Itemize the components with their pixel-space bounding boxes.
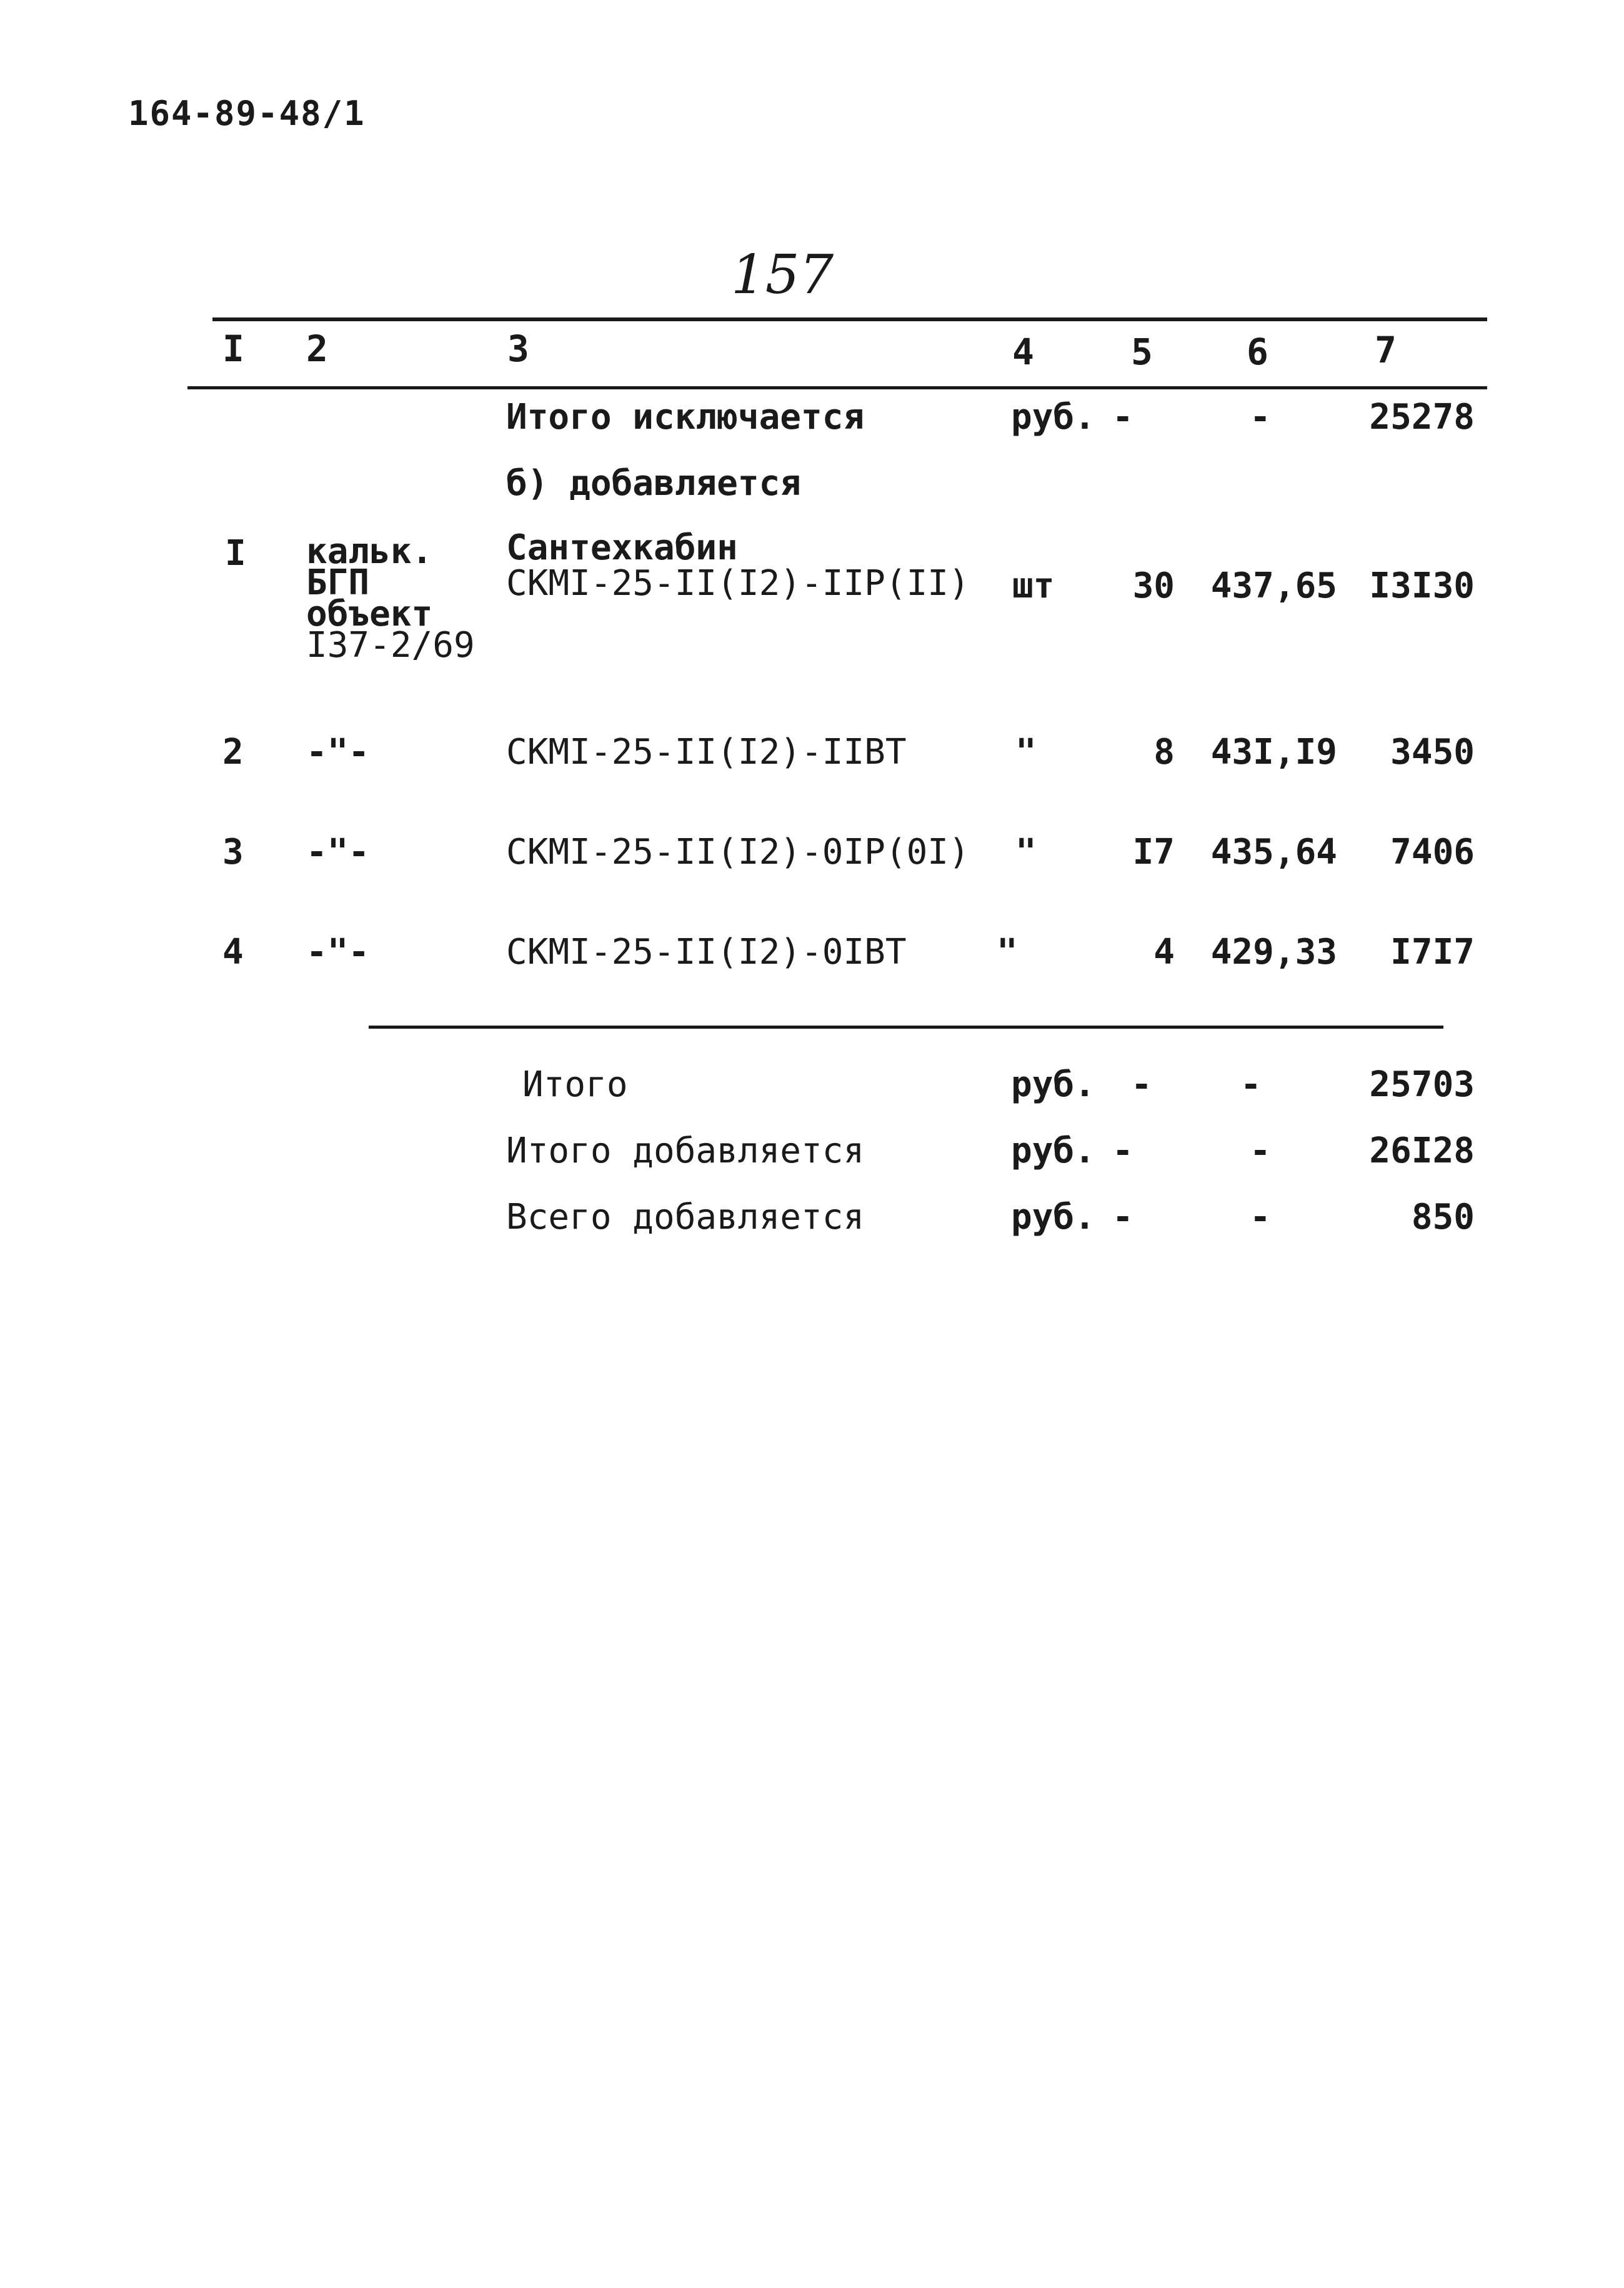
total-2-qty: - <box>1112 1131 1133 1171</box>
row-3-qty: I7 <box>1132 832 1175 872</box>
row-3-name: СКМI-25-II(I2)-0IР(0I) <box>506 832 970 872</box>
document-code: 164-89-48/1 <box>128 94 366 133</box>
row-1-ref-line-1: кальк. <box>306 531 433 572</box>
row-4-ref: -"- <box>306 932 370 972</box>
excluded-total-price: - <box>1250 397 1271 437</box>
excluded-total-unit: руб. <box>1011 397 1095 437</box>
totals-divider <box>369 1026 1443 1029</box>
excluded-total-sum: 25278 <box>1369 397 1475 437</box>
row-1-unit: шт <box>1012 566 1055 606</box>
row-1-name-line-1: Сантехкабин <box>506 527 738 568</box>
total-2-sum: 26I28 <box>1369 1131 1475 1171</box>
row-1-price: 437,65 <box>1210 566 1337 606</box>
row-3-num: 3 <box>222 832 244 872</box>
page-number: 157 <box>731 244 834 306</box>
header-col-2: 2 <box>306 327 328 370</box>
total-3-unit: руб. <box>1011 1197 1095 1237</box>
row-4-name: СКМI-25-II(I2)-0IВТ <box>506 932 907 972</box>
row-2-ref: -"- <box>306 732 370 772</box>
row-4-unit: " <box>997 932 1018 972</box>
total-1-unit: руб. <box>1011 1064 1095 1105</box>
row-3-unit: " <box>1015 832 1037 872</box>
row-2-num: 2 <box>222 732 244 772</box>
header-col-6: 6 <box>1247 331 1268 373</box>
total-3-sum: 850 <box>1411 1197 1475 1237</box>
header-col-1: I <box>222 327 244 370</box>
excluded-total-label: Итого исключается <box>506 397 865 437</box>
row-1-name-line-2: СКМI-25-II(I2)-IIР(II) <box>506 563 970 604</box>
header-col-4: 4 <box>1012 331 1034 373</box>
total-2-label: Итого добавляется <box>506 1131 865 1171</box>
total-1-sum: 25703 <box>1369 1064 1475 1105</box>
header-bottom-rule <box>187 386 1487 389</box>
total-2-price: - <box>1250 1131 1271 1171</box>
table-top-rule <box>212 317 1487 321</box>
row-1-ref-line-3: объект <box>306 594 433 634</box>
header-col-7: 7 <box>1375 329 1397 371</box>
total-1-label: Итого <box>522 1064 628 1105</box>
excluded-total-qty: - <box>1112 397 1133 437</box>
total-1-qty: - <box>1131 1064 1152 1105</box>
row-1-ref-line-2: БГП <box>306 562 370 603</box>
row-2-price: 43I,I9 <box>1210 732 1337 772</box>
total-2-unit: руб. <box>1011 1131 1095 1171</box>
row-2-qty: 8 <box>1153 732 1175 772</box>
row-4-price: 429,33 <box>1210 932 1337 972</box>
row-2-unit: " <box>1015 732 1037 772</box>
total-3-price: - <box>1250 1197 1271 1237</box>
row-4-sum: I7I7 <box>1390 932 1475 972</box>
row-1-ref-line-4: I37-2/69 <box>306 625 475 666</box>
row-4-qty: 4 <box>1153 932 1175 972</box>
row-1-qty: 30 <box>1132 566 1175 606</box>
row-4-num: 4 <box>222 932 244 972</box>
row-2-sum: 3450 <box>1390 732 1475 772</box>
total-3-qty: - <box>1112 1197 1133 1237</box>
row-2-name: СКМI-25-II(I2)-IIВТ <box>506 732 907 772</box>
row-1-sum: I3I30 <box>1369 566 1475 606</box>
header-col-3: 3 <box>507 327 529 370</box>
row-3-sum: 7406 <box>1390 832 1475 872</box>
row-1-num: I <box>225 533 246 574</box>
total-1-price: - <box>1240 1064 1262 1105</box>
added-section-title: б) добавляется <box>506 463 802 504</box>
total-3-label: Всего добавляется <box>506 1197 865 1237</box>
row-3-price: 435,64 <box>1210 832 1337 872</box>
row-3-ref: -"- <box>306 832 370 872</box>
header-col-5: 5 <box>1131 331 1153 373</box>
